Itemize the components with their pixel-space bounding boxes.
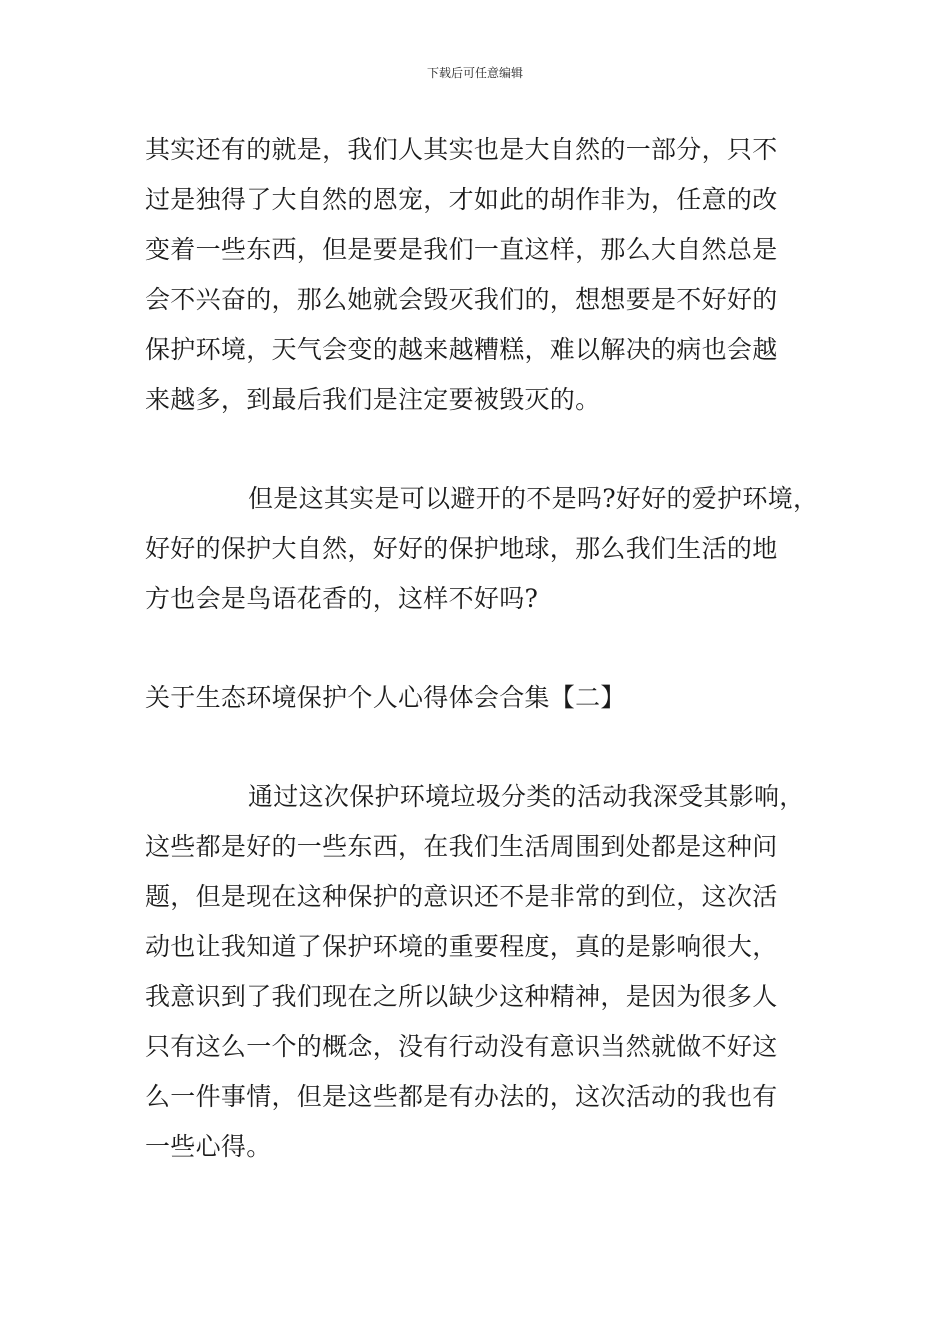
section-heading: 关于生态环境保护个人心得体会合集【二】 (145, 683, 626, 712)
page-header: 下载后可任意编辑 (426, 66, 523, 80)
paragraph-line: 变着一些东西，但是要是我们一直这样，那么大自然总是 (145, 235, 778, 264)
paragraph-line: 么一件事情，但是这些都是有办法的，这次活动的我也有 (145, 1082, 778, 1111)
paragraph-line: 这些都是好的一些东西，在我们生活周围到处都是这种问 (145, 832, 778, 861)
paragraph-line: 只有这么一个的概念，没有行动没有意识当然就做不好这 (145, 1032, 778, 1061)
paragraph-line: 保护环境，天气会变的越来越糟糕，难以解决的病也会越 (145, 335, 778, 364)
paragraph-line: 好好的保护大自然，好好的保护地球，那么我们生活的地 (145, 534, 778, 563)
paragraph-line: 其实还有的就是，我们人其实也是大自然的一部分，只不 (145, 135, 778, 164)
paragraph-line: 方也会是鸟语花香的，这样不好吗? (145, 584, 539, 613)
paragraph-line: 我意识到了我们现在之所以缺少这种精神，是因为很多人 (145, 982, 778, 1011)
paragraph-line: 动也让我知道了保护环境的重要程度，真的是影响很大， (145, 932, 778, 961)
paragraph-line: 通过这次保护环境垃圾分类的活动我深受其影响， (248, 782, 805, 811)
paragraph-line: 会不兴奋的，那么她就会毁灭我们的，想想要是不好好的 (145, 285, 778, 314)
paragraph-line: 题，但是现在这种保护的意识还不是非常的到位，这次活 (145, 882, 778, 911)
paragraph-line: 但是这其实是可以避开的不是吗?好好的爱护环境， (248, 484, 819, 513)
paragraph-line: 过是独得了大自然的恩宠，才如此的胡作非为，任意的改 (145, 185, 778, 214)
paragraph-line: 一些心得。 (145, 1132, 272, 1161)
paragraph-line: 来越多，到最后我们是注定要被毁灭的。 (145, 385, 601, 414)
